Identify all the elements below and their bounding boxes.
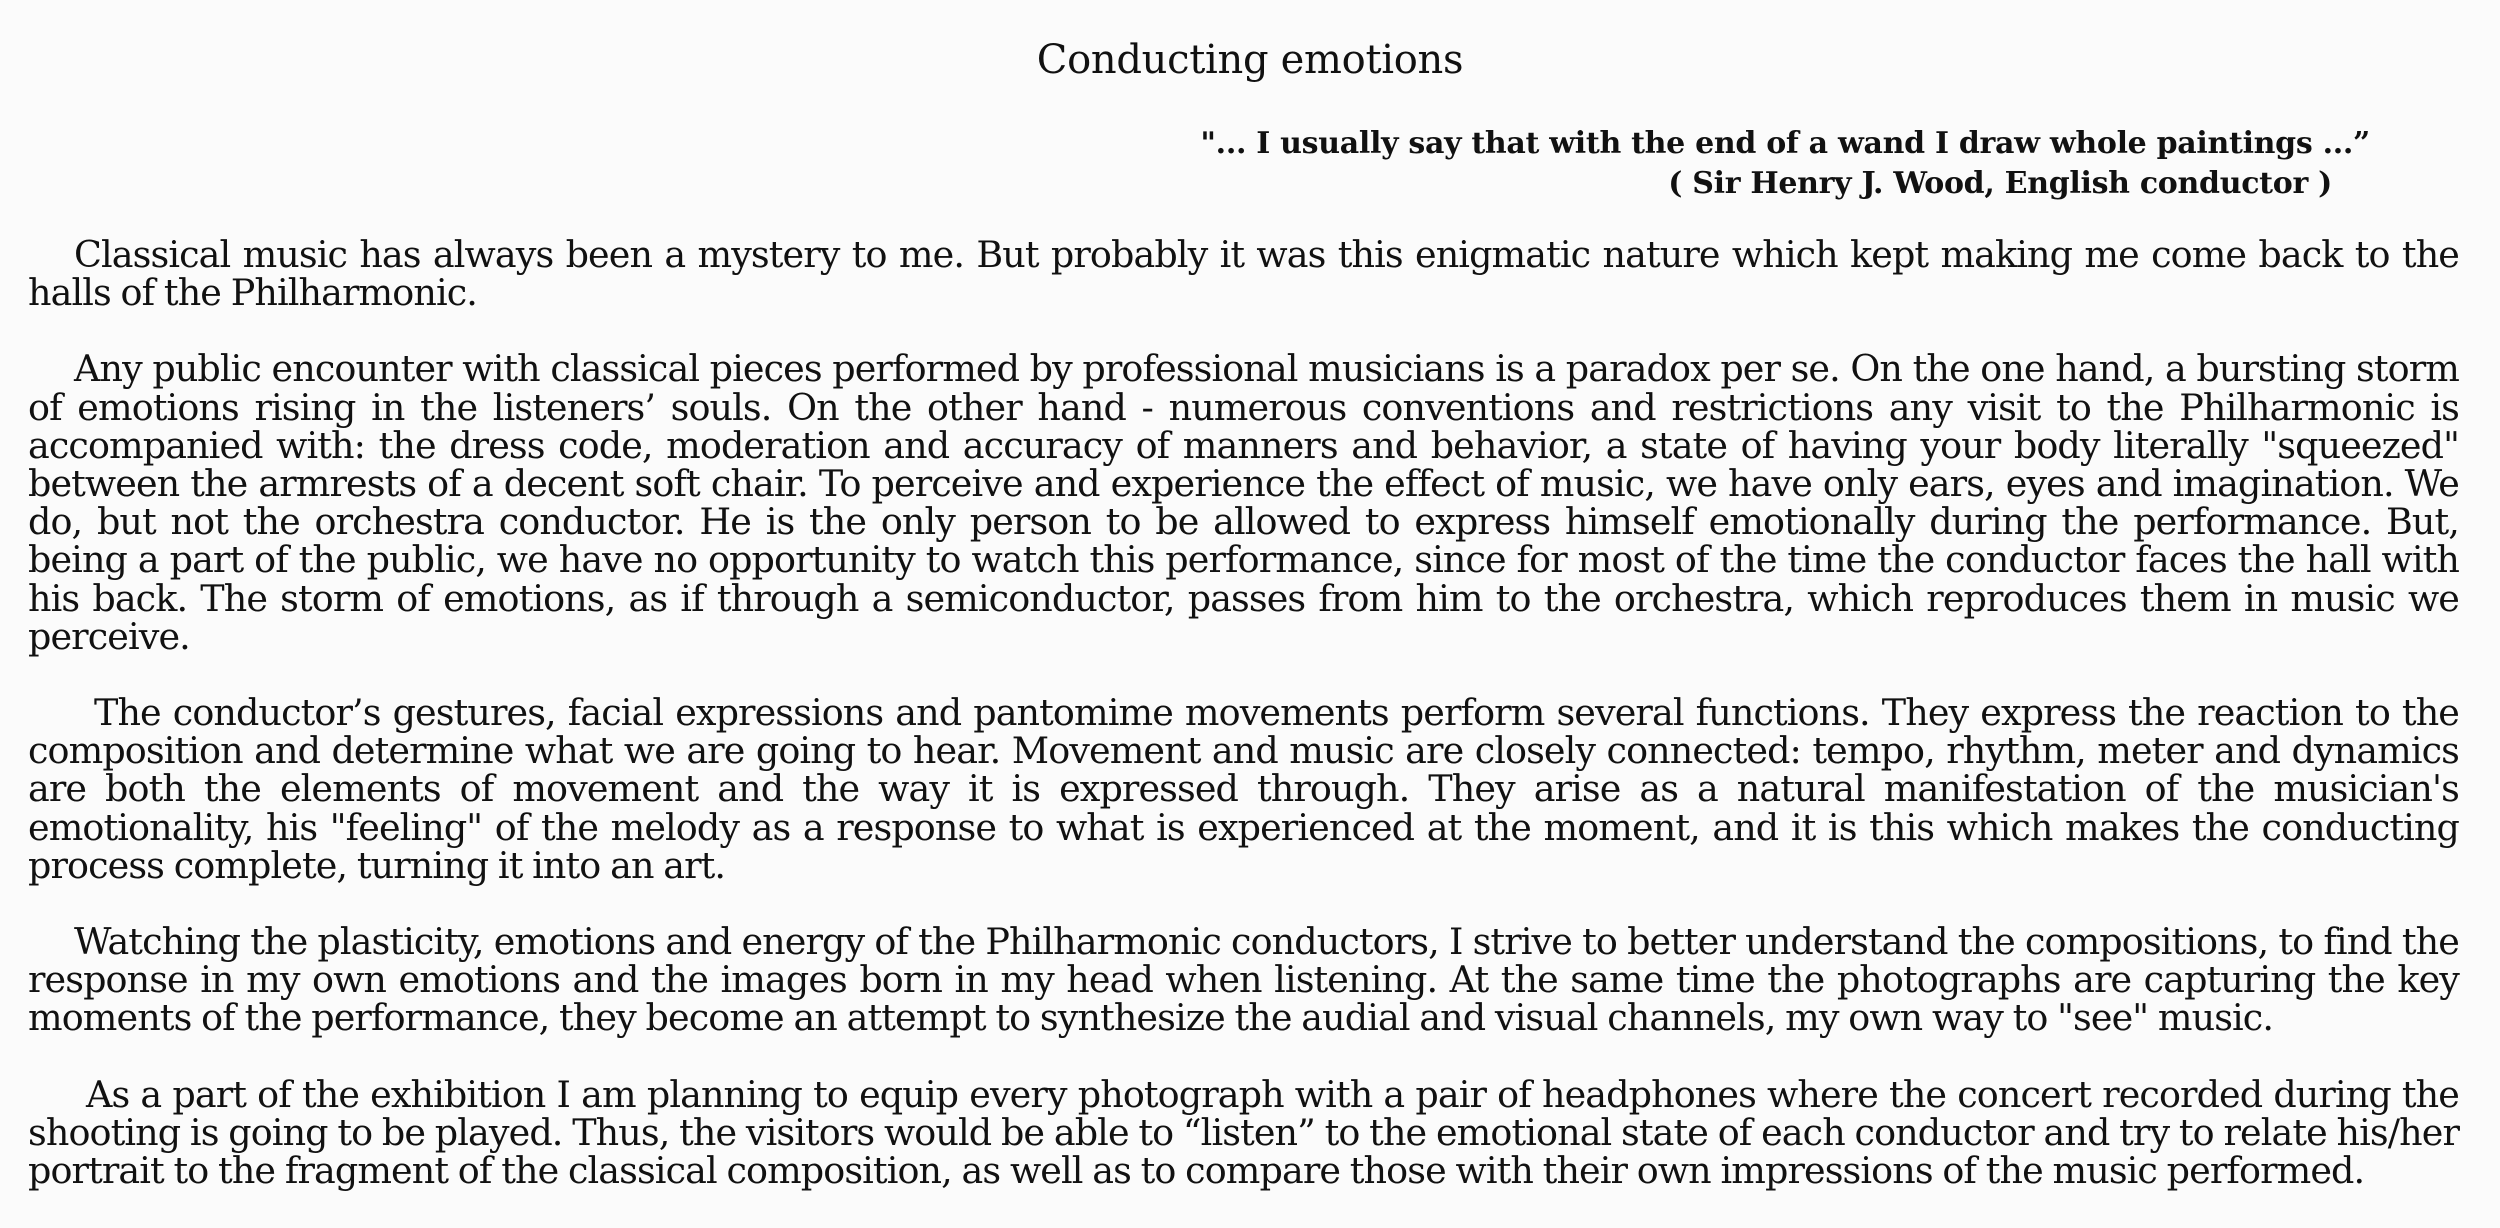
document-title: Conducting emotions [1036, 37, 1464, 83]
epigraph [1090, 124, 2390, 204]
document-body [28, 233, 2459, 1228]
paragraph-4: Watching the plasticity, emotions and energy of the Philharmonic conductors, I strive to better understand the compositions, to find the response in my own emotions and the images born in my head when listening. At the same time the photographs are capturing the key moments of the performance, they become an attempt to synthesize the audial and visual channels, my own way to "see" music. [28, 920, 2459, 1040]
epigraph-attribution: ( Sir Henry J. Wood, English conductor ) [1668, 166, 2332, 201]
paragraph-5: As a part of the exhibition I am planning to equip every photograph with a pair of headphones where the concert recorded during the shooting is going to be played. Thus, the visitors would be able to “listen” to the emotional state of each conductor and try to relate his/her portrait to the fragment of the classical composition, as well as to compare those with their own impressions of the music performed. [28, 1072, 2459, 1193]
epigraph-quote: "... I usually say that with the end of a wand I draw whole paintings ...” [1200, 126, 2370, 161]
paragraph-2: Any public encounter with classical pieces performed by professional musicians is a paradox per se. On the one hand, a bursting storm of emotions rising in the listeners’ souls. On the other hand - numerous conventions and restrictions any visit to the Philharmonic is accompanied with: the dress code, moderation and accuracy of manners and behavior, a state of having your body literally "squeezed" between the armrests of a decent soft chair. To perceive and experience the effect of music, we have only ears, eyes and imagination. We do, but not the orchestra conductor. He is the only person to be allowed to express himself emotionally during the performance. But, being a part of the public, we have no opportunity to watch this performance, since for most of the time the conductor faces the hall with his back. The storm of emotions, as if through a semiconductor, passes from him to the orchestra, which reproduces them in music we perceive. [28, 347, 2459, 658]
paragraph-1: Classical music has always been a mystery to me. But probably it was this enigmatic nature which kept making me come back to the halls of the Philharmonic. [28, 233, 2459, 315]
paragraph-3: The conductor’s gestures, facial expressions and pantomime movements perform several functions. They express the reaction to the composition and determine what we are going to hear. Movement and music are closely connected: tempo, rhythm, meter and dynamics are both the elements of movement and the way it is expressed through. They arise as a natural manifestation of the musician's emotionality, his "feeling" of the melody as a response to what is experienced at the moment, and it is this which makes the conducting process complete, turning it into an art. [28, 691, 2459, 887]
